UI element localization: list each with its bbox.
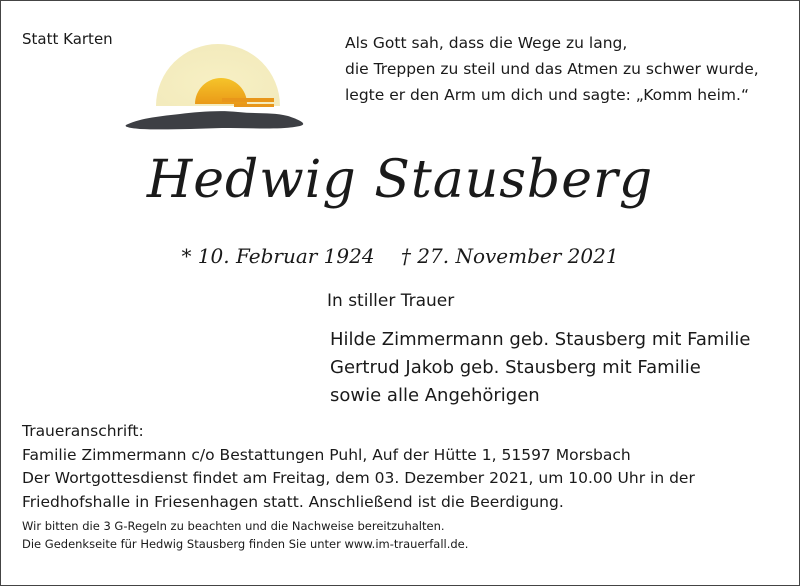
mourning-label: In stiller Trauer	[327, 291, 455, 311]
poem-line: Als Gott sah, dass die Wege zu lang,	[345, 34, 628, 52]
statt-karten-label: Statt Karten	[22, 30, 113, 48]
birth-date: * 10. Februar 1924	[181, 244, 375, 268]
poem-line: die Treppen zu steil und das Atmen zu schwer wurde,	[345, 60, 759, 78]
service-line: Friedhofshalle in Friesenhagen statt. Anschließend ist die Beerdigung.	[22, 492, 564, 511]
mourner-line: sowie alle Angehörigen	[330, 385, 540, 406]
poem-line: legte er den Arm um dich und sagte: „Komm heim.“	[345, 86, 749, 104]
deceased-name: Hedwig Stausberg	[146, 150, 654, 210]
note-line: Wir bitten die 3 G-Regeln zu beachten und die Nachweise bereitzuhalten.	[22, 519, 445, 533]
poem	[345, 30, 759, 108]
address-block	[22, 420, 695, 514]
notes	[22, 517, 468, 553]
note-line: Die Gedenkseite für Hedwig Stausberg finden Sie unter www.im-trauerfall.de.	[22, 537, 469, 551]
mourner-line: Gertrud Jakob geb. Stausberg mit Familie	[330, 357, 701, 378]
address-value: Familie Zimmermann c/o Bestattungen Puhl, Auf der Hütte 1, 51597 Morsbach	[22, 445, 631, 464]
address-label: Traueranschrift:	[22, 422, 144, 440]
death-date: † 27. November 2021	[400, 244, 619, 268]
mourner-line: Hilde Zimmermann geb. Stausberg mit Familie	[330, 329, 751, 350]
life-dates	[0, 244, 800, 268]
sunset-icon	[122, 32, 314, 136]
service-line: Der Wortgottesdienst findet am Freitag, dem 03. Dezember 2021, um 10.00 Uhr in der	[22, 469, 695, 487]
mourners-list	[330, 326, 750, 410]
